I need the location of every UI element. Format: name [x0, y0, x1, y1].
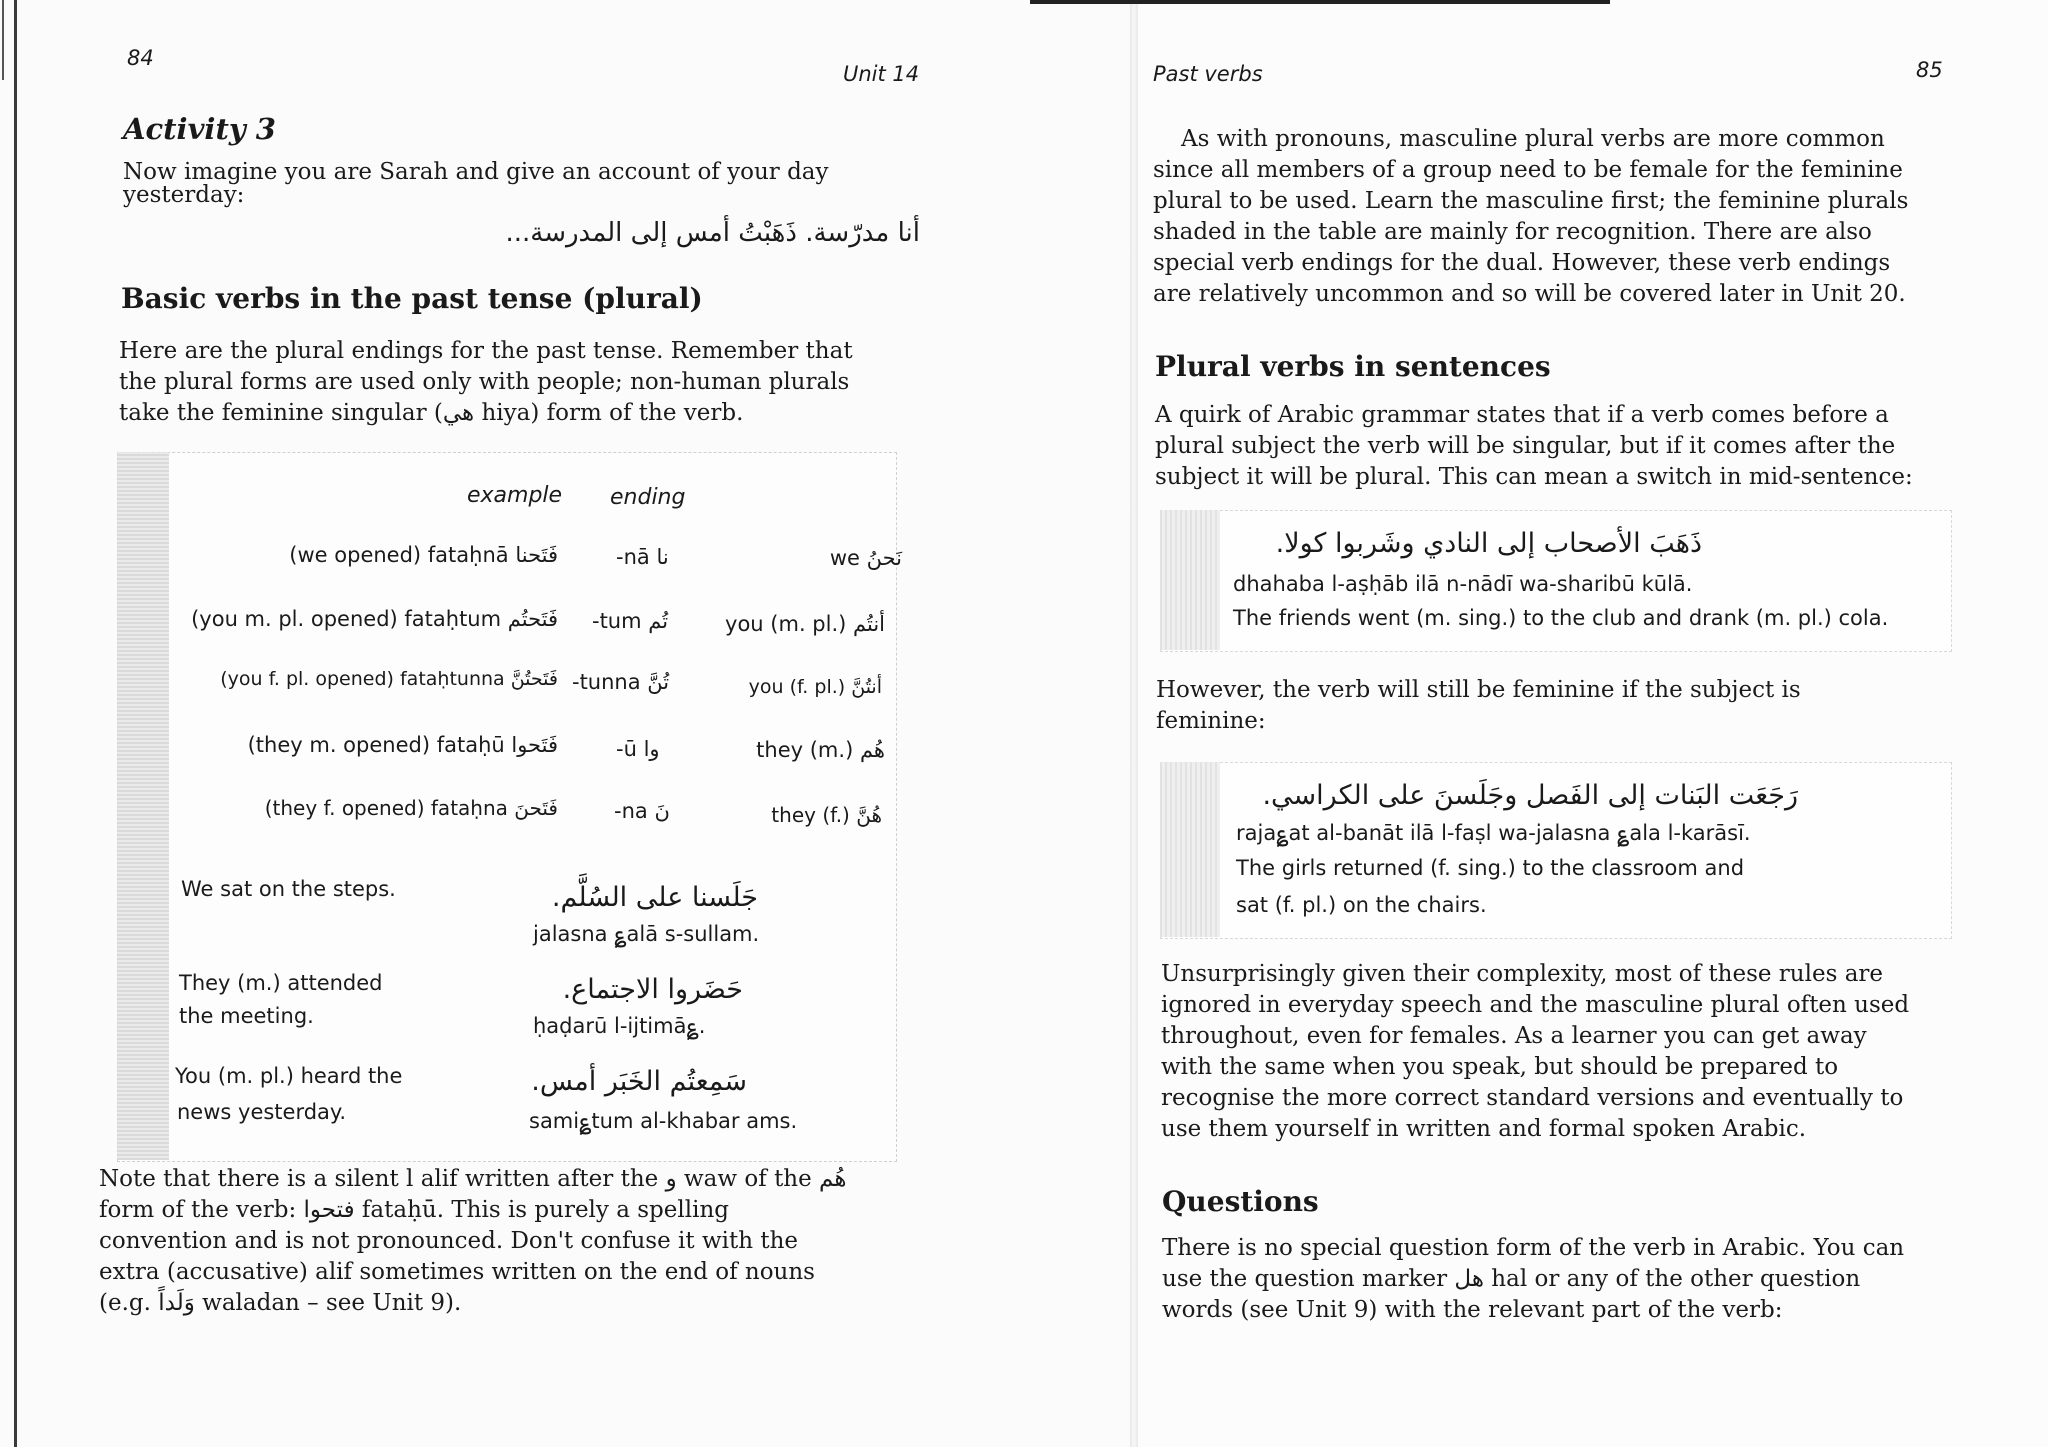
example-2-english-line-1: They (m.) attended	[179, 971, 383, 995]
book-spine	[1130, 0, 1138, 1447]
questions-line-3: words (see Unit 9) with the relevant part of the verb:	[1162, 1297, 1783, 1323]
example-box-1-shading	[1160, 510, 1220, 650]
unsurprising-line-5: recognise the more correct standard versions and eventually to	[1161, 1085, 1904, 1111]
example-box-2-translit: raja؏at al-banāt ilā l-faṣl wa-jalasna ؏ala l-karāsī.	[1236, 821, 1751, 845]
activity-arabic: أنا مدرّسة. ذَهَبْتُ أمس إلى المدرسة...	[505, 218, 920, 248]
example-3-arabic: سَمِعتُم الخَبَر أمس.	[531, 1066, 747, 1097]
right-intro-line-4: shaded in the table are mainly for recognition. There are also	[1153, 219, 1872, 245]
section-title-questions: Questions	[1162, 1185, 1319, 1218]
table-row-1-pronoun: we نَحنُ	[829, 546, 902, 570]
example-box-2-arabic: رَجَعَت البَنات إلى الفَصل وجَلَسنَ على الكراسي.	[1262, 780, 1798, 811]
table-row-1-ending: -nā نا	[616, 545, 669, 569]
example-2-arabic: حَضَروا الاجتماع.	[562, 974, 743, 1005]
table-row-3-ending: -tunna تُنَّ	[572, 670, 670, 694]
unsurprising-line-2: ignored in everyday speech and the masculine plural often used	[1161, 992, 1910, 1018]
table-row-5-ending: -na نَ	[614, 799, 670, 823]
example-1-translit: jalasna ؏alā s-sullam.	[533, 922, 760, 946]
table-row-2-example: (you m. pl. opened) fataḥtum فَتَحتُم	[191, 607, 558, 631]
column-header-ending: ending	[610, 485, 686, 510]
section-title-past-plural: Basic verbs in the past tense (plural)	[121, 282, 703, 315]
section-title-plural-sentences: Plural verbs in sentences	[1155, 350, 1551, 383]
right-intro-line-1: As with pronouns, masculine plural verbs are more common	[1181, 126, 1885, 152]
example-box-1-translit: dhahaba l-aṣḥāb ilā n-nādī wa-sharibū kūlā.	[1233, 572, 1693, 596]
unsurprising-line-4: with the same when you speak, but should be prepared to	[1161, 1054, 1839, 1080]
example-2-translit: ḥaḍarū l-ijtimā؏.	[533, 1014, 706, 1038]
right-intro-line-2: since all members of a group need to be female for the feminine	[1153, 157, 1903, 183]
activity-text-line-1: Now imagine you are Sarah and give an account of your day	[123, 159, 829, 185]
right-intro-line-3: plural to be used. Learn the masculine first; the feminine plurals	[1153, 188, 1909, 214]
table-row-3-pronoun: you (f. pl.) أنتُنَّ	[748, 676, 882, 698]
intro-line-3: take the feminine singular (هي hiya) form of the verb.	[119, 400, 744, 426]
right-intro-line-5: special verb endings for the dual. However, these verb endings	[1153, 250, 1891, 276]
scan-left-edge-mark	[2, 0, 4, 80]
right-page-number: 85	[1916, 58, 1943, 82]
right-running-head: Past verbs	[1153, 62, 1263, 86]
table-row-4-pronoun: they (m.) هُم	[756, 738, 885, 762]
unsurprising-line-1: Unsurprisingly given their complexity, most of these rules are	[1161, 961, 1884, 987]
example-1-arabic: جَلَسنا على السُلَّم.	[551, 882, 758, 913]
note-line-4: extra (accusative) alif sometimes written on the end of nouns	[99, 1259, 815, 1285]
right-intro-line-6: are relatively uncommon and so will be covered later in Unit 20.	[1153, 281, 1906, 307]
scan-top-edge	[1030, 0, 1610, 4]
questions-line-1: There is no special question form of the verb in Arabic. You can	[1162, 1235, 1905, 1261]
example-box-2-shading	[1160, 762, 1220, 937]
table-row-2-pronoun: you (m. pl.) أنتُم	[725, 612, 885, 636]
note-line-2: form of the verb: فتحوا fataḥū. This is purely a spelling	[99, 1197, 729, 1223]
scan-left-edge	[14, 0, 17, 1447]
however-line-1: However, the verb will still be feminine if the subject is	[1156, 677, 1801, 703]
table-row-2-ending: -tum تُم	[592, 609, 669, 633]
however-line-2: feminine:	[1156, 708, 1266, 734]
example-box-1-arabic: ذَهَبَ الأصحاب إلى النادي وشَربوا كولا.	[1275, 528, 1702, 559]
table-row-3-example: (you f. pl. opened) fataḥtunna فَتَحتُنَّ	[220, 668, 558, 690]
table-row-1-example: (we opened) fataḥnā فَتَحنا	[289, 543, 558, 567]
column-header-example: example	[467, 483, 563, 508]
unsurprising-line-6: use them yourself in written and formal spoken Arabic.	[1161, 1116, 1807, 1142]
example-3-english-line-2: news yesterday.	[177, 1100, 347, 1124]
example-1-english: We sat on the steps.	[181, 877, 396, 901]
example-box-2-english-line-2: sat (f. pl.) on the chairs.	[1236, 893, 1487, 917]
intro-line-2: the plural forms are used only with people; non-human plurals	[119, 369, 850, 395]
intro-line-1: Here are the plural endings for the past tense. Remember that	[119, 338, 853, 364]
activity-title: Activity 3	[123, 112, 276, 146]
table-row-4-ending: -ū وا	[616, 737, 660, 761]
questions-line-2: use the question marker هل hal or any of the other question	[1162, 1266, 1861, 1292]
left-page-number: 84	[127, 46, 154, 70]
table-row-5-example: (they f. opened) fataḥna فَتَحنَ	[264, 796, 558, 820]
note-line-5: (e.g. وَلَداً waladan – see Unit 9).	[99, 1290, 462, 1316]
example-3-english-line-1: You (m. pl.) heard the	[175, 1064, 403, 1088]
section-line-2: plural subject the verb will be singular, but if it comes after the	[1155, 433, 1896, 459]
table-row-4-example: (they m. opened) fataḥū فَتَحوا	[247, 733, 558, 757]
example-3-translit: sami؏tum al-khabar ams.	[529, 1109, 798, 1133]
example-2-english-line-2: the meeting.	[179, 1004, 314, 1028]
section-line-1: A quirk of Arabic grammar states that if a verb comes before a	[1155, 402, 1889, 428]
section-line-3: subject it will be plural. This can mean a switch in mid-sentence:	[1155, 464, 1913, 490]
left-running-head: Unit 14	[843, 62, 920, 86]
example-box-2-english-line-1: The girls returned (f. sing.) to the classroom and	[1236, 856, 1745, 880]
note-line-1: Note that there is a silent l alif written after the و waw of the هُم	[99, 1166, 847, 1192]
note-line-3: convention and is not pronounced. Don't confuse it with the	[99, 1228, 799, 1254]
table-shading	[117, 452, 169, 1160]
unsurprising-line-3: throughout, even for females. As a learner you can get away	[1161, 1023, 1867, 1049]
table-row-5-pronoun: they (f.) هُنَّ	[771, 803, 882, 827]
example-box-1-english: The friends went (m. sing.) to the club and drank (m. pl.) cola.	[1233, 606, 1889, 630]
activity-text-line-2: yesterday:	[123, 182, 245, 208]
